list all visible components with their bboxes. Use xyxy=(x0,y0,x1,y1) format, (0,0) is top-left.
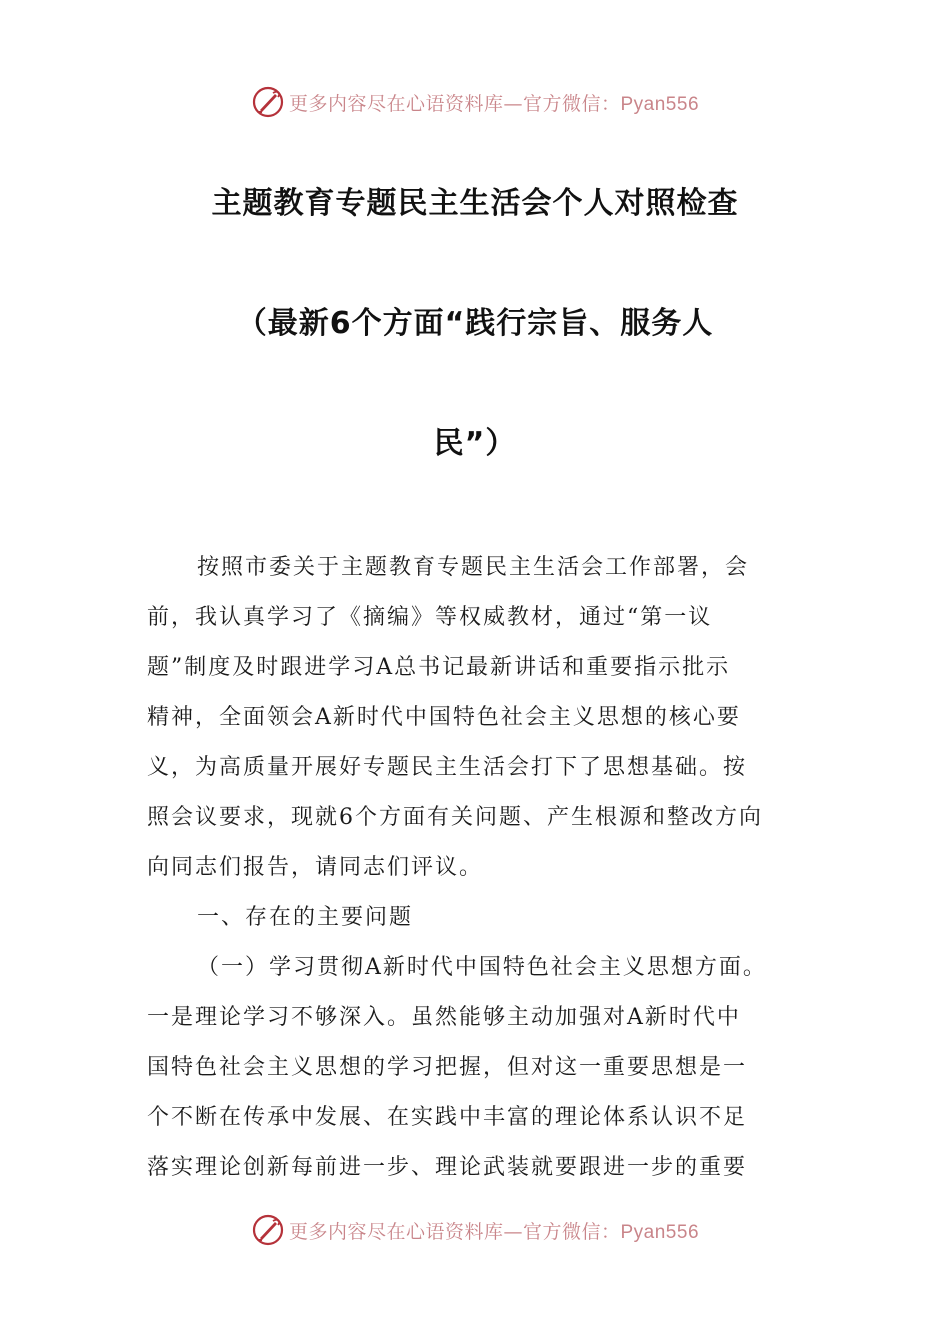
document-body xyxy=(147,543,811,1193)
document-title-line-2: （最新6个方面“践行宗旨、服务人 xyxy=(236,306,714,341)
paragraph-line: 题”制度及时跟进学习A总书记最新讲话和重要指示批示 xyxy=(147,655,731,680)
paragraph-line: 义，为高质量开展好专题民主生活会打下了思想基础。按 xyxy=(147,755,748,780)
paragraph-line: 照会议要求，现就6个方面有关问题、产生根源和整改方向 xyxy=(147,805,763,830)
paragraph-line: 向同志们报告，请同志们评议。 xyxy=(147,855,484,880)
section-heading: 一、存在的主要问题 xyxy=(197,905,414,930)
document-title-line-1: 主题教育专题民主生活会个人对照检查 xyxy=(211,186,739,221)
paragraph-line: 按照市委关于主题教育专题民主生活会工作部署，会 xyxy=(197,555,750,580)
quill-logo-icon xyxy=(251,1213,285,1247)
watermark-text: 更多内容尽在心语资料库—官方微信：Pyan556 xyxy=(288,92,700,115)
paragraph-line: 个不断在传承中发展、在实践中丰富的理论体系认识不足 xyxy=(147,1105,748,1130)
paragraph-line: 国特色社会主义思想的学习把握，但对这一重要思想是一 xyxy=(147,1055,748,1080)
document-title-line-3: 民”） xyxy=(433,426,517,461)
quill-logo-icon xyxy=(251,85,285,119)
paragraph-line: 精神，全面领会A新时代中国特色社会主义思想的核心要 xyxy=(147,705,741,730)
subsection-heading: （一）学习贯彻A新时代中国特色社会主义思想方面。 xyxy=(197,955,767,980)
watermark-text: 更多内容尽在心语资料库—官方微信：Pyan556 xyxy=(288,1220,700,1243)
paragraph-line: 落实理论创新每前进一步、理论武装就要跟进一步的重要 xyxy=(147,1155,748,1180)
watermark-banner-top xyxy=(0,82,950,122)
paragraph-line: 前，我认真学习了《摘编》等权威教材，通过“第一议 xyxy=(147,605,713,630)
watermark-banner-bottom xyxy=(0,1210,950,1250)
paragraph-line: 一是理论学习不够深入。虽然能够主动加强对A新时代中 xyxy=(147,1005,741,1030)
